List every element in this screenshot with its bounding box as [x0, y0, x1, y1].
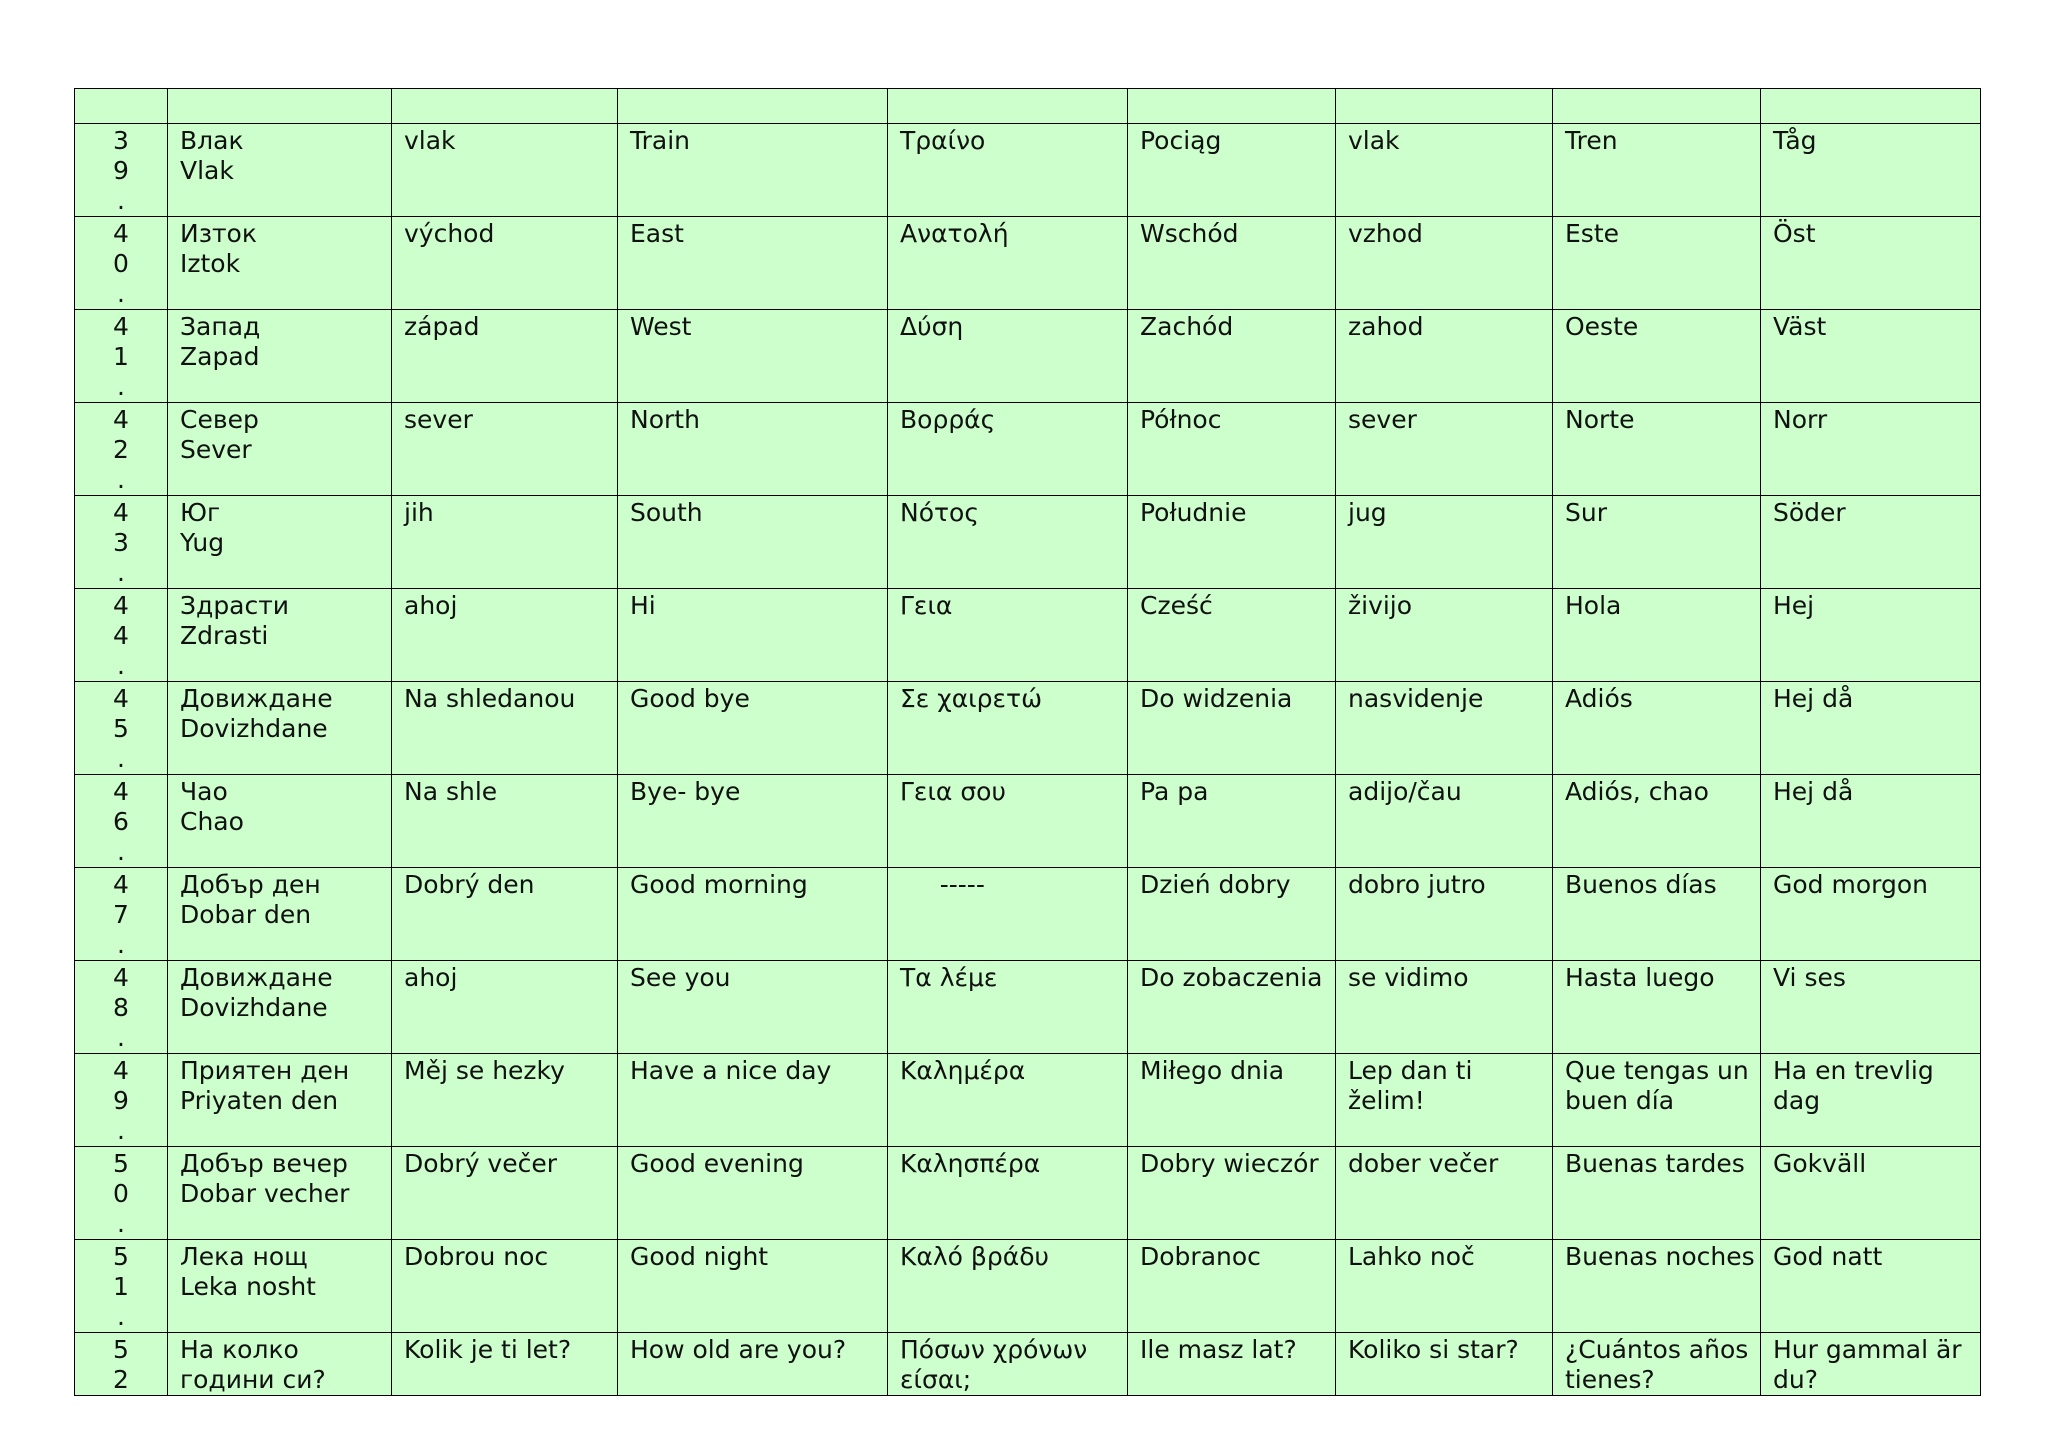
bulgarian-line: Zapad	[180, 342, 260, 371]
bulgarian-cell	[168, 496, 392, 589]
row-number-cell: 4 4 .	[75, 589, 168, 682]
bulgarian-line: Запад	[180, 312, 261, 341]
bulgarian-line: Chao	[180, 807, 244, 836]
row-number-cell: 4 1 .	[75, 310, 168, 403]
swedish-cell: Väst	[1761, 310, 1981, 403]
polish-cell: Do zobaczenia	[1128, 961, 1336, 1054]
greek-cell: Καλησπέρα	[888, 1147, 1128, 1240]
spanish-cell: Que tengas un buen día	[1553, 1054, 1761, 1147]
greek-cell: Τραίνο	[888, 124, 1128, 217]
slovene-cell: živijo	[1336, 589, 1553, 682]
slovene-cell: vlak	[1336, 124, 1553, 217]
header-cell	[1336, 89, 1553, 124]
bulgarian-line: Priyaten den	[180, 1086, 339, 1115]
greek-cell: Δύση	[888, 310, 1128, 403]
slovene-cell: se vidimo	[1336, 961, 1553, 1054]
swedish-cell: Tåg	[1761, 124, 1981, 217]
bulgarian-line: Лека нощ	[180, 1242, 308, 1271]
spanish-cell: Norte	[1553, 403, 1761, 496]
czech-cell: západ	[392, 310, 618, 403]
polish-cell: Dobranoc	[1128, 1240, 1336, 1333]
vocabulary-table	[74, 88, 1981, 1396]
swedish-cell: Hur gammal är du?	[1761, 1333, 1981, 1396]
bulgarian-line: Здрасти	[180, 591, 290, 620]
spanish-cell: Buenos días	[1553, 868, 1761, 961]
row-number-cell: 5 1 .	[75, 1240, 168, 1333]
header-cell	[1128, 89, 1336, 124]
czech-cell: Dobrý večer	[392, 1147, 618, 1240]
slovene-cell: Lahko noč	[1336, 1240, 1553, 1333]
polish-cell: Pociąg	[1128, 124, 1336, 217]
slovene-cell: jug	[1336, 496, 1553, 589]
spanish-cell: Sur	[1553, 496, 1761, 589]
czech-cell: sever	[392, 403, 618, 496]
english-cell: Good evening	[618, 1147, 888, 1240]
swedish-cell: God natt	[1761, 1240, 1981, 1333]
bulgarian-line: Довиждане	[180, 963, 333, 992]
header-cell	[888, 89, 1128, 124]
bulgarian-line: Влак	[180, 126, 244, 155]
bulgarian-line: Добър вечер	[180, 1149, 348, 1178]
greek-cell: Πόσων χρόνων είσαι;	[888, 1333, 1128, 1396]
english-cell: Bye- bye	[618, 775, 888, 868]
swedish-cell: Ha en trevlig dag	[1761, 1054, 1981, 1147]
spanish-cell: Este	[1553, 217, 1761, 310]
english-cell: Good bye	[618, 682, 888, 775]
czech-cell: Na shledanou	[392, 682, 618, 775]
bulgarian-line: Север	[180, 405, 259, 434]
bulgarian-cell	[168, 217, 392, 310]
table-row	[75, 124, 1981, 217]
header-cell	[168, 89, 392, 124]
bulgarian-line: Юг	[180, 498, 221, 527]
bulgarian-cell	[168, 403, 392, 496]
table-row	[75, 589, 1981, 682]
bulgarian-line: Dovizhdane	[180, 714, 328, 743]
row-number-cell: 4 2 .	[75, 403, 168, 496]
english-cell: Have a nice day	[618, 1054, 888, 1147]
english-cell: How old are you?	[618, 1333, 888, 1396]
spanish-cell: Buenas noches	[1553, 1240, 1761, 1333]
bulgarian-line: Vlak	[180, 156, 234, 185]
swedish-cell: Norr	[1761, 403, 1981, 496]
polish-cell: Dobry wieczór	[1128, 1147, 1336, 1240]
table-row	[75, 217, 1981, 310]
slovene-cell: nasvidenje	[1336, 682, 1553, 775]
greek-cell: Καλημέρα	[888, 1054, 1128, 1147]
slovene-cell: Koliko si star?	[1336, 1333, 1553, 1396]
bulgarian-line: Zdrasti	[180, 621, 269, 650]
row-number-cell: 4 6 .	[75, 775, 168, 868]
table-row	[75, 496, 1981, 589]
table-row	[75, 961, 1981, 1054]
bulgarian-line: Чао	[180, 777, 228, 806]
bulgarian-cell	[168, 124, 392, 217]
bulgarian-line: Iztok	[180, 249, 241, 278]
bulgarian-line: Добър ден	[180, 870, 321, 899]
czech-cell: ahoj	[392, 589, 618, 682]
polish-cell: Południe	[1128, 496, 1336, 589]
greek-cell: Ανατολή	[888, 217, 1128, 310]
polish-cell: Północ	[1128, 403, 1336, 496]
swedish-cell: Vi ses	[1761, 961, 1981, 1054]
polish-cell: Dzień dobry	[1128, 868, 1336, 961]
english-cell: East	[618, 217, 888, 310]
bulgarian-cell	[168, 1147, 392, 1240]
table-row	[75, 1147, 1981, 1240]
swedish-cell: Gokväll	[1761, 1147, 1981, 1240]
bulgarian-cell	[168, 1240, 392, 1333]
swedish-cell: Hej då	[1761, 682, 1981, 775]
english-cell: South	[618, 496, 888, 589]
table-header-row	[75, 89, 1981, 124]
bulgarian-cell	[168, 682, 392, 775]
bulgarian-line: Yug	[180, 528, 225, 557]
swedish-cell: God morgon	[1761, 868, 1981, 961]
bulgarian-line: Dobar den	[180, 900, 312, 929]
english-cell: West	[618, 310, 888, 403]
header-cell	[618, 89, 888, 124]
czech-cell: ahoj	[392, 961, 618, 1054]
czech-cell: jih	[392, 496, 618, 589]
bulgarian-line: На колко	[180, 1335, 299, 1364]
greek-cell: Τα λέμε	[888, 961, 1128, 1054]
table-row	[75, 775, 1981, 868]
table-row	[75, 1333, 1981, 1396]
row-number-cell: 4 5 .	[75, 682, 168, 775]
slovene-cell: vzhod	[1336, 217, 1553, 310]
table-row	[75, 1054, 1981, 1147]
swedish-cell: Hej då	[1761, 775, 1981, 868]
polish-cell: Pa pa	[1128, 775, 1336, 868]
vocabulary-table-container	[74, 88, 1980, 1396]
czech-cell: Kolik je ti let?	[392, 1333, 618, 1396]
bulgarian-line: Dobar vecher	[180, 1179, 350, 1208]
header-cell	[75, 89, 168, 124]
bulgarian-cell	[168, 310, 392, 403]
bulgarian-cell	[168, 1333, 392, 1396]
slovene-cell: adijo/čau	[1336, 775, 1553, 868]
greek-cell: Βορράς	[888, 403, 1128, 496]
czech-cell: vlak	[392, 124, 618, 217]
slovene-cell: sever	[1336, 403, 1553, 496]
bulgarian-line: Изток	[180, 219, 257, 248]
spanish-cell: Hola	[1553, 589, 1761, 682]
polish-cell: Miłego dnia	[1128, 1054, 1336, 1147]
header-cell	[1553, 89, 1761, 124]
english-cell: Train	[618, 124, 888, 217]
greek-cell: Νότος	[888, 496, 1128, 589]
english-cell: Good night	[618, 1240, 888, 1333]
swedish-cell: Hej	[1761, 589, 1981, 682]
row-number-cell: 5 0 .	[75, 1147, 168, 1240]
header-cell	[1761, 89, 1981, 124]
spanish-cell: ¿Cuántos años tienes?	[1553, 1333, 1761, 1396]
polish-cell: Wschód	[1128, 217, 1336, 310]
english-cell: North	[618, 403, 888, 496]
czech-cell: Měj se hezky	[392, 1054, 618, 1147]
bulgarian-cell	[168, 1054, 392, 1147]
bulgarian-line: Довиждане	[180, 684, 333, 713]
greek-cell: Γεια σου	[888, 775, 1128, 868]
bulgarian-line: Dovizhdane	[180, 993, 328, 1022]
row-number-cell: 4 9 .	[75, 1054, 168, 1147]
table-row	[75, 682, 1981, 775]
row-number-cell: 3 9 .	[75, 124, 168, 217]
row-number-cell: 4 3 .	[75, 496, 168, 589]
bulgarian-line: Leka nosht	[180, 1272, 316, 1301]
row-number-cell: 5 2	[75, 1333, 168, 1396]
header-cell	[392, 89, 618, 124]
row-number-cell: 4 7 .	[75, 868, 168, 961]
english-cell: See you	[618, 961, 888, 1054]
swedish-cell: Öst	[1761, 217, 1981, 310]
slovene-cell: dobro jutro	[1336, 868, 1553, 961]
spanish-cell: Adiós, chao	[1553, 775, 1761, 868]
polish-cell: Zachód	[1128, 310, 1336, 403]
row-number-cell: 4 0 .	[75, 217, 168, 310]
spanish-cell: Hasta luego	[1553, 961, 1761, 1054]
czech-cell: východ	[392, 217, 618, 310]
table-row	[75, 403, 1981, 496]
english-cell: Good morning	[618, 868, 888, 961]
bulgarian-line: години си?	[180, 1365, 326, 1394]
bulgarian-cell	[168, 775, 392, 868]
bulgarian-cell	[168, 589, 392, 682]
bulgarian-line: Sever	[180, 435, 252, 464]
greek-cell: Σε χαιρετώ	[888, 682, 1128, 775]
spanish-cell: Buenas tardes	[1553, 1147, 1761, 1240]
table-row	[75, 1240, 1981, 1333]
czech-cell: Dobrou noc	[392, 1240, 618, 1333]
bulgarian-cell	[168, 961, 392, 1054]
greek-cell: Γεια	[888, 589, 1128, 682]
swedish-cell: Söder	[1761, 496, 1981, 589]
slovene-cell: zahod	[1336, 310, 1553, 403]
table-body	[75, 89, 1981, 1396]
english-cell: Hi	[618, 589, 888, 682]
greek-cell: Καλό βράδυ	[888, 1240, 1128, 1333]
spanish-cell: Tren	[1553, 124, 1761, 217]
slovene-cell: dober večer	[1336, 1147, 1553, 1240]
spanish-cell: Oeste	[1553, 310, 1761, 403]
polish-cell: Do widzenia	[1128, 682, 1336, 775]
bulgarian-line: Приятен ден	[180, 1056, 350, 1085]
bulgarian-cell	[168, 868, 392, 961]
table-row	[75, 310, 1981, 403]
czech-cell: Dobrý den	[392, 868, 618, 961]
spanish-cell: Adiós	[1553, 682, 1761, 775]
polish-cell: Cześć	[1128, 589, 1336, 682]
greek-cell: -----	[888, 868, 1128, 961]
row-number-cell: 4 8 .	[75, 961, 168, 1054]
polish-cell: Ile masz lat?	[1128, 1333, 1336, 1396]
czech-cell: Na shle	[392, 775, 618, 868]
table-row	[75, 868, 1981, 961]
slovene-cell: Lep dan ti želim!	[1336, 1054, 1553, 1147]
